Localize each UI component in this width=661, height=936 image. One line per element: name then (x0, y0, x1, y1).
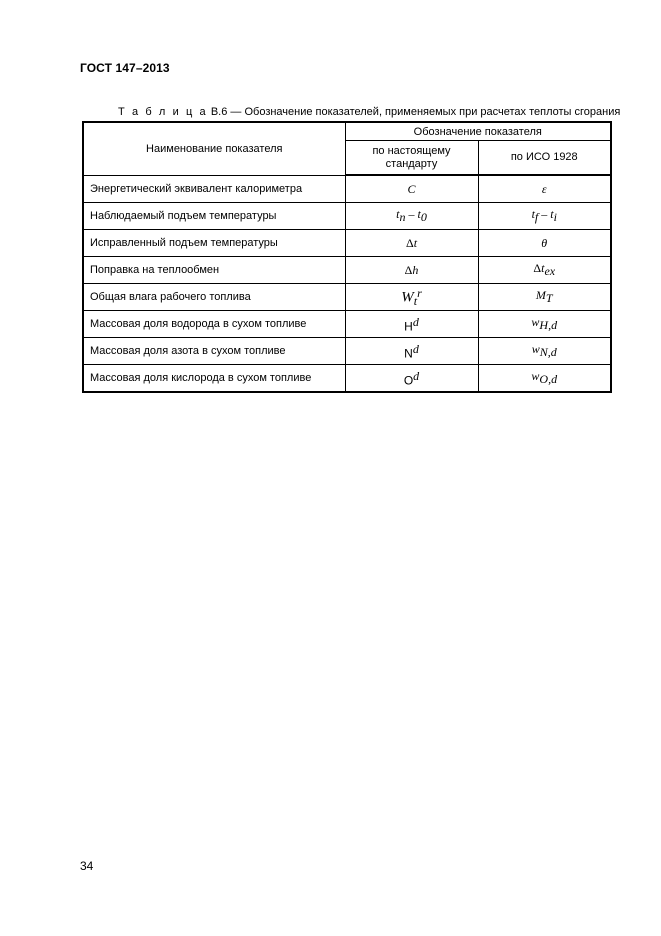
column-header-gost (345, 141, 478, 176)
table-row (83, 338, 611, 365)
document-header: ГОСТ 147–2013 (80, 61, 170, 75)
iso-symbol: $\Delta t_{ex}$ (478, 257, 611, 284)
gost-symbol: $N^d$ (345, 338, 478, 365)
gost-symbol: $H^d$ (345, 311, 478, 338)
table-row (83, 257, 611, 284)
table-row (83, 365, 611, 393)
iso-symbol: $t_f - t_i$ (478, 203, 611, 230)
gost-symbol: Δt (345, 230, 478, 257)
row-name: Исправленный подъем температуры (83, 230, 345, 257)
iso-symbol: $w_{H,d}$ (478, 311, 611, 338)
table-row (83, 203, 611, 230)
caption-number: В.6 (210, 106, 228, 118)
iso-symbol: θ (478, 230, 611, 257)
iso-symbol: $M_T$ (478, 284, 611, 311)
gost-header-line2: стандарту (385, 157, 438, 170)
table-row (83, 175, 611, 203)
table-row (83, 311, 611, 338)
table-caption (118, 106, 620, 118)
gost-header-line1: по настоящему (372, 144, 451, 157)
gost-symbol: Δh (345, 257, 478, 284)
designations-table (82, 121, 612, 393)
gost-symbol: $t_n - t_0$ (345, 203, 478, 230)
row-name: Наблюдаемый подъем температуры (83, 203, 345, 230)
caption-text: — Обозначение показателей, применяемых при расчетах теплоты сгорания (230, 106, 621, 118)
column-header-iso: по ИСО 1928 (478, 141, 611, 176)
page-number: 34 (80, 859, 94, 873)
table-row (83, 230, 611, 257)
gost-symbol: $O^d$ (345, 365, 478, 393)
row-name: Общая влага рабочего топлива (83, 284, 345, 311)
row-name: Энергетический эквивалент калориметра (83, 175, 345, 203)
row-name: Массовая доля азота в сухом топливе (83, 338, 345, 365)
table-row (83, 284, 611, 311)
row-name: Массовая доля кислорода в сухом топливе (83, 365, 345, 393)
column-header-name: Наименование показателя (83, 122, 345, 175)
row-name: Поправка на теплообмен (83, 257, 345, 284)
iso-symbol: ε (478, 175, 611, 203)
caption-label: Т а б л и ц а (118, 106, 208, 118)
iso-symbol: $w_{O,d}$ (478, 365, 611, 393)
iso-symbol: $w_{N,d}$ (478, 338, 611, 365)
column-header-designation: Обозначение показателя (345, 122, 611, 141)
gost-symbol: $W_t^r$ (345, 284, 478, 311)
row-name: Массовая доля водорода в сухом топливе (83, 311, 345, 338)
gost-symbol: C (345, 175, 478, 203)
